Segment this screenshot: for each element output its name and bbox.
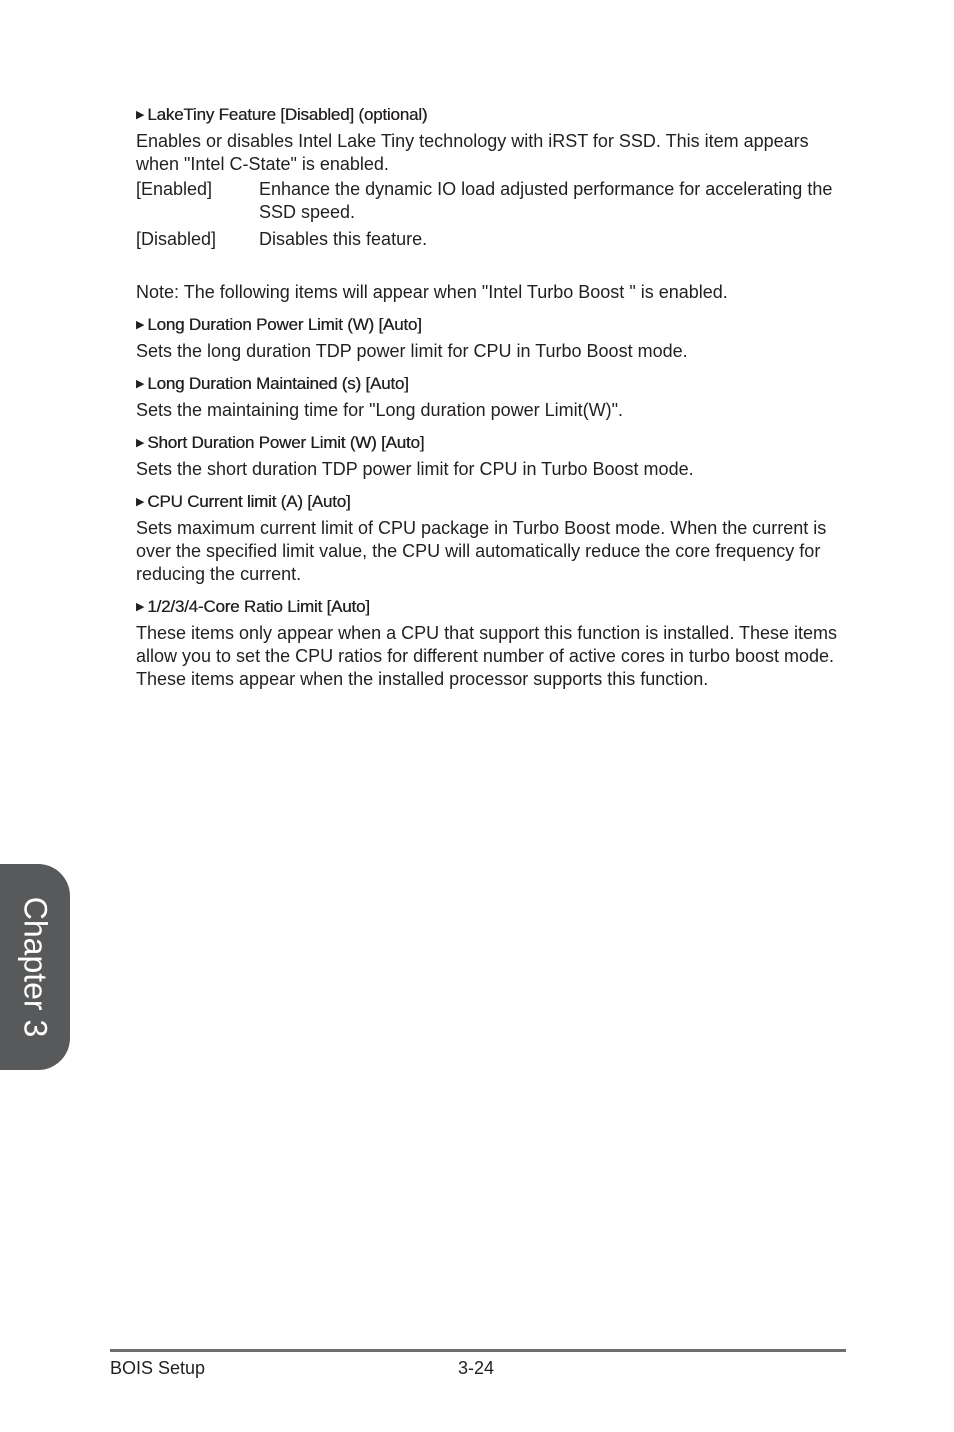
triangle-right-icon: ▶	[136, 496, 145, 508]
chapter-tab-label: Chapter 3	[17, 896, 54, 1038]
footer-rule	[110, 1349, 846, 1352]
item-body: Sets the maintaining time for "Long duration power Limit(W)".	[136, 400, 623, 420]
triangle-right-icon: ▶	[136, 378, 145, 390]
heading-text: Short Duration Power Limit (W) [Auto]	[147, 433, 425, 452]
footer-title: BOIS Setup	[110, 1358, 206, 1378]
triangle-right-icon: ▶	[136, 319, 145, 331]
option-key: [Disabled]	[136, 229, 217, 249]
heading-text: Long Duration Maintained (s) [Auto]	[147, 374, 409, 393]
item-cpu-current-limit	[136, 491, 846, 586]
option-key: [Enabled]	[136, 179, 213, 199]
heading-text: Long Duration Power Limit (W) [Auto]	[147, 315, 422, 334]
item-body: Sets the long duration TDP power limit for CPU in Turbo Boost mode.	[136, 341, 688, 361]
heading-text: CPU Current limit (A) [Auto]	[147, 492, 351, 511]
option-desc: Enhance the dynamic IO load adjusted performance for accelerating the SSD speed.	[259, 179, 833, 222]
option-row	[136, 228, 846, 251]
triangle-right-icon: ▶	[136, 601, 145, 613]
item-long-duration-power-limit	[136, 314, 846, 363]
section-laketiny	[136, 104, 846, 251]
option-desc: Disables this feature.	[259, 229, 428, 249]
page-content	[136, 104, 846, 701]
item-heading	[136, 432, 846, 454]
heading-text: LakeTiny Feature [Disabled] (optional)	[147, 105, 428, 124]
item-heading	[136, 491, 846, 513]
item-heading	[136, 314, 846, 336]
option-row	[136, 178, 846, 224]
item-body: These items only appear when a CPU that support this function is installed. These items allow you to set the CPU ratios for different number of active cores in turbo boost mode. These items appear when the installed processor supports this function.	[136, 623, 838, 689]
page-number: 3-24	[458, 1358, 495, 1378]
chapter-tab	[0, 864, 70, 1070]
item-heading	[136, 596, 846, 618]
item-body: Sets maximum current limit of CPU package in Turbo Boost mode. When the current is over the specified limit value, the CPU will automatically reduce the core frequency for reducing the current.	[136, 518, 827, 584]
item-heading	[136, 373, 846, 395]
item-core-ratio-limit	[136, 596, 846, 691]
item-short-duration-power-limit	[136, 432, 846, 481]
item-body: Sets the short duration TDP power limit for CPU in Turbo Boost mode.	[136, 459, 694, 479]
section-body: Enables or disables Intel Lake Tiny technology with iRST for SSD. This item appears when "Intel C-State" is enabled.	[136, 131, 809, 174]
heading-text: 1/2/3/4-Core Ratio Limit [Auto]	[147, 597, 370, 616]
section-heading	[136, 104, 846, 126]
triangle-right-icon: ▶	[136, 109, 145, 121]
item-long-duration-maintained	[136, 373, 846, 422]
triangle-right-icon: ▶	[136, 437, 145, 449]
turbo-boost-note: Note: The following items will appear when "Intel Turbo Boost " is enabled.	[136, 282, 728, 302]
